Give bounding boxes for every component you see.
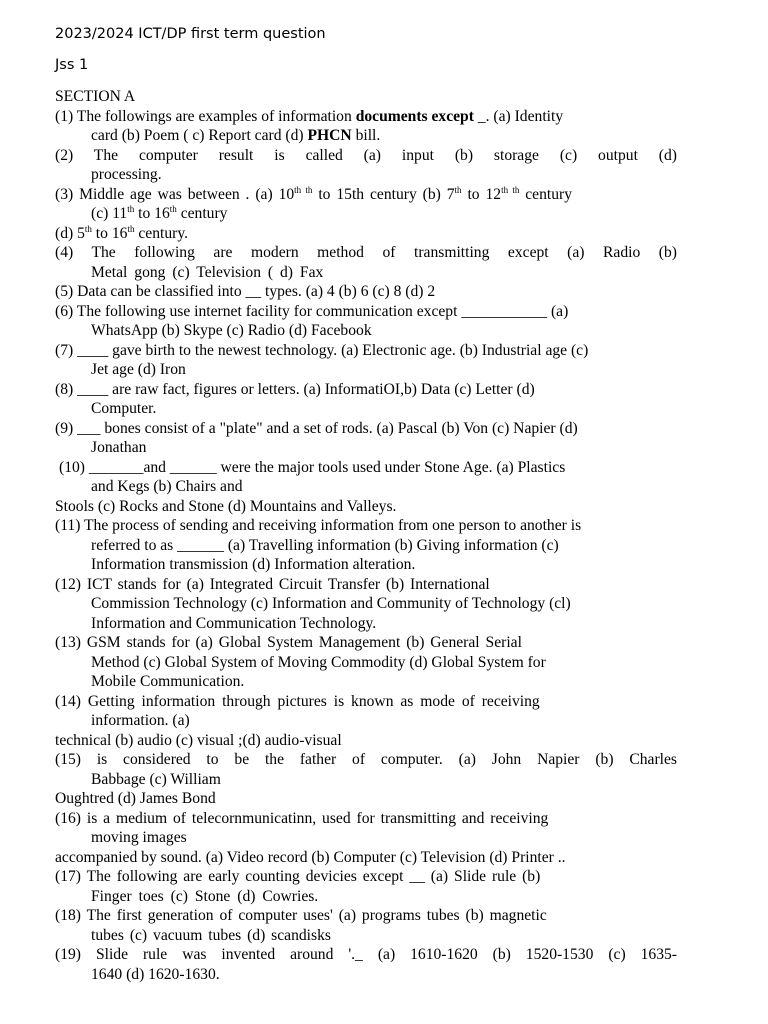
question-12: (12) ICT stands for (a) Integrated Circuit Transfer (b) International Commission Technology (c) Information and Community of Technology (cl) Information and Communication Technology. (55, 575, 571, 632)
question-19: (19) Slide rule was invented around '._ (a) 1610-1620 (b) 1520-1530 (c) 1635- 1640 (d) 1620-1630. (55, 946, 677, 983)
document-title: 2023/2024 ICT/DP first term question (55, 26, 326, 42)
section-heading: SECTION A (55, 88, 136, 105)
question-14: (14) Getting information through pictures is known as mode of receiving information. (a) technical (b) audio (c) visual ;(d) audio-visual (55, 692, 540, 749)
class-label: Jss 1 (55, 57, 89, 73)
emphasis-text: documents except (355, 107, 474, 125)
question-9: (9) ___ bones consist of a "plate" and a set of rods. (a) Pascal (b) Von (c) Napier (d) Jonathan (55, 419, 578, 456)
question-4: (4) The following are modern method of transmitting except (a) Radio (b) Metal gong (c) Television ( d) Fax (55, 244, 677, 281)
question-6: (6) The following use internet facility for communication except ___________ (a) WhatsApp (b) Skype (c) Radio (d) Facebook (55, 302, 569, 339)
question-1: (1) The followings are examples of information documents except _. (a) Identity card (b) Poem ( c) Report card (d) PHCN bill. (55, 107, 564, 144)
emphasis-text: PHCN (307, 127, 352, 144)
question-3: (3) Middle age was between . (a) $10^{th th}$ to 15th century (b) 7th to $12^{th th}$ century (c) 11th to 16th century (d) 5th to 16th century. (55, 184, 573, 242)
question-17: (17) The following are early counting devicies except __ (a) Slide rule (b) Finger toes (c) Stone (d) Cowries. (55, 868, 541, 905)
question-13: (13) GSM stands for (a) Global System Management (b) General Serial Method (c) Global System of Moving Commodity (d) Global System for Mobile Communication. (55, 634, 546, 690)
question-18: (18) The first generation of computer uses' (a) programs tubes (b) magnetic tubes (c) vacuum tubes (d) scandisks (55, 907, 547, 944)
question-15: (15) is considered to be the father of computer. (a) John Napier (b) Charles Babbage (c) William Oughtred (d) James Bond (55, 751, 677, 807)
question-11: (11) The process of sending and receiving information from one person to another is referred to as ______ (a) Travelling information (b) Giving information (c) Information transmission (d) Information alteration. (55, 517, 582, 573)
question-7: (7) ____ gave birth to the newest technology. (a) Electronic age. (b) Industrial age (c) Jet age (d) Iron (55, 341, 589, 378)
question-8: (8) ____ are raw fact, figures or letters. (a) InformatiOI,b) Data (c) Letter (d) Computer. (55, 380, 535, 417)
question-sheet (55, 87, 677, 984)
question-10: (10) _______and ______ were the major tools used under Stone Age. (a) Plastics and Kegs (b) Chairs and Stools (c) Rocks and Stone (d) Mountains and Valleys. (55, 458, 566, 515)
question-16: (16) is a medium of telecornmunicatinn, used for transmitting and receiving moving images accompanied by sound. (a) Video record (b) Computer (c) Television (d) Printer .. (55, 809, 566, 866)
question-5: (5) Data can be classified into __ types. (a) 4 (b) 6 (c) 8 (d) 2 (55, 283, 436, 300)
question-2: (2) The computer result is called (a) input (b) storage (c) output (d) processing. (55, 146, 677, 183)
